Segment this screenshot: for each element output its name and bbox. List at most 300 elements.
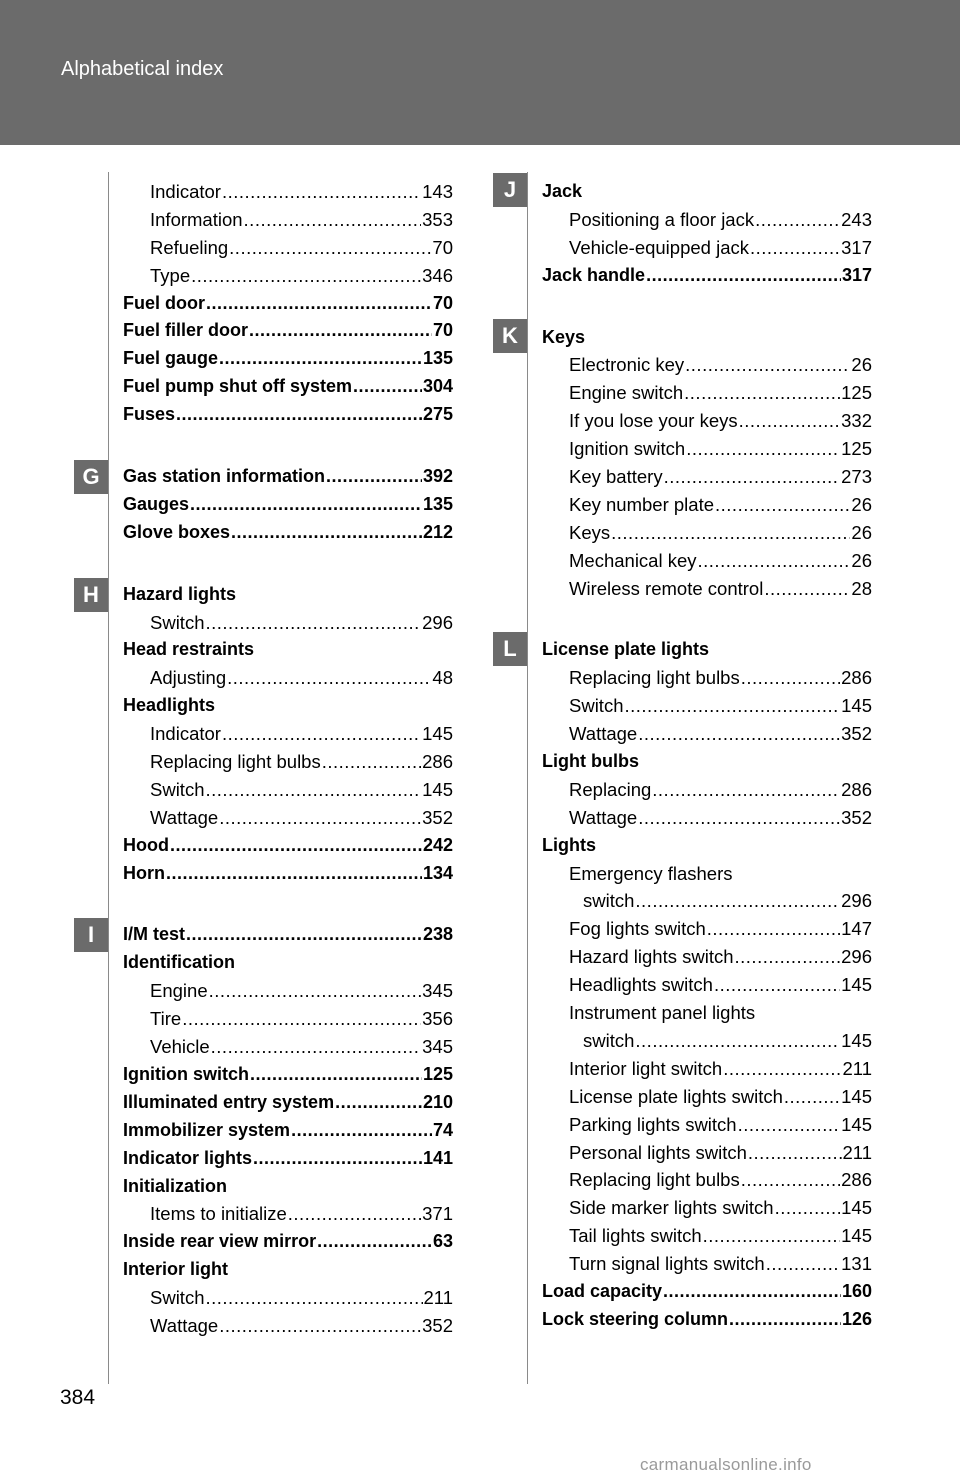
- dot-leader: [686, 435, 840, 463]
- dot-leader: [353, 373, 422, 401]
- index-entry-page: 211: [423, 1287, 453, 1309]
- dot-leader: [646, 262, 841, 290]
- section-letter-j: J: [493, 173, 527, 207]
- index-entry[interactable]: [542, 943, 872, 971]
- dot-leader: [211, 1033, 421, 1061]
- index-entry-label: Gauges: [123, 493, 190, 514]
- index-entry[interactable]: [542, 636, 872, 664]
- index-entry-label: Initialization: [123, 1175, 228, 1196]
- index-entry-label: Identification: [123, 952, 235, 973]
- dot-leader: [729, 1306, 841, 1334]
- index-entry-label: License plate lights switch: [569, 1085, 783, 1107]
- index-entry-label: Replacing light bulbs: [150, 751, 321, 773]
- index-entry-page: 296: [841, 946, 872, 968]
- index-entry[interactable]: [542, 575, 872, 603]
- index-entry-label: Vehicle-equipped jack: [569, 236, 749, 258]
- index-entry-page: 26: [851, 354, 872, 376]
- index-entry-label: Engine switch: [569, 382, 684, 404]
- watermark: carmanualsonline.info: [640, 1455, 812, 1474]
- dot-leader: [738, 1111, 841, 1139]
- index-entry-page: 371: [422, 1203, 453, 1225]
- index-entry-page: 346: [422, 264, 453, 286]
- index-entry-page: 145: [841, 1085, 872, 1107]
- dot-leader: [222, 178, 421, 206]
- dot-leader: [784, 1083, 840, 1111]
- index-entry-label: If you lose your keys: [569, 410, 738, 432]
- index-entry[interactable]: [542, 971, 872, 999]
- index-entry-page: 145: [841, 1113, 872, 1135]
- index-entry[interactable]: [123, 1117, 453, 1145]
- dot-leader: [741, 1166, 840, 1194]
- index-entry-label: Switch: [569, 695, 624, 717]
- index-entry[interactable]: [123, 1089, 453, 1117]
- dot-leader: [635, 1027, 840, 1055]
- dot-leader: [291, 1117, 432, 1145]
- index-entry-label: Vehicle: [150, 1036, 210, 1058]
- index-entry-page: 352: [422, 1314, 453, 1336]
- index-entry[interactable]: [123, 345, 453, 373]
- index-entry-label: Indicator lights: [123, 1147, 253, 1168]
- index-entry-label: Parking lights switch: [569, 1113, 737, 1135]
- dot-leader: [186, 921, 422, 949]
- dot-leader: [244, 206, 422, 234]
- index-entry-label: Wattage: [569, 806, 638, 828]
- dot-leader: [707, 915, 840, 943]
- index-entry-label: Illuminated entry system: [123, 1091, 335, 1112]
- dot-leader: [176, 401, 422, 429]
- index-entry-label: Wireless remote control: [569, 577, 764, 599]
- index-entry-page: 74: [432, 1119, 453, 1140]
- index-entry-page: 286: [841, 778, 872, 800]
- index-entry[interactable]: [542, 262, 872, 290]
- dot-leader: [253, 1145, 422, 1173]
- index-entry-label: Keys: [569, 521, 611, 543]
- index-entry-page: 143: [422, 181, 453, 202]
- index-entry[interactable]: [542, 407, 872, 435]
- dot-leader: [317, 1228, 432, 1256]
- index-entry-page: 317: [841, 264, 872, 285]
- index-entry-label: Fuel gauge: [123, 348, 219, 369]
- index-entry-label: Fuel door: [123, 292, 205, 313]
- index-entry-page: 28: [851, 577, 872, 599]
- index-entry-page: 210: [422, 1091, 453, 1112]
- dot-leader: [288, 1200, 421, 1228]
- index-entry-page: 356: [422, 1008, 453, 1030]
- index-entry-label: Head restraints: [123, 639, 255, 660]
- index-entry[interactable]: [542, 1083, 872, 1111]
- index-entry[interactable]: [123, 463, 453, 491]
- index-entry-label: Hazard lights: [123, 583, 237, 604]
- index-entry-page: 135: [422, 493, 453, 514]
- index-entry[interactable]: [542, 1194, 872, 1222]
- section-letter-g: G: [74, 460, 108, 494]
- index-entry-page: 392: [422, 466, 453, 487]
- index-entry-label: Fuel filler door: [123, 320, 249, 341]
- dot-leader: [766, 1250, 840, 1278]
- index-entry-label: Engine: [150, 980, 208, 1002]
- index-entry-page: 212: [422, 521, 453, 542]
- index-entry-label: switch: [583, 890, 635, 912]
- index-entry-label: Glove boxes: [123, 521, 231, 542]
- index-entry-page: 48: [432, 667, 453, 689]
- dot-leader: [249, 317, 432, 345]
- index-entry-label: Type: [150, 264, 191, 286]
- index-entry-label: Adjusting: [150, 667, 227, 689]
- index-entry[interactable]: [123, 1312, 453, 1340]
- index-entry[interactable]: [123, 491, 453, 519]
- section-gap: [123, 429, 453, 463]
- index-entry-page: 286: [422, 751, 453, 773]
- index-entry-label: Instrument panel lights: [569, 1002, 756, 1024]
- dot-leader: [685, 351, 850, 379]
- dot-leader: [219, 804, 421, 832]
- index-entry[interactable]: [542, 435, 872, 463]
- index-entry-page: 141: [422, 1147, 453, 1168]
- index-entry-page: 70: [432, 292, 453, 313]
- dot-leader: [206, 1284, 423, 1312]
- dot-leader: [638, 720, 840, 748]
- index-entry-page: 160: [841, 1280, 872, 1301]
- left-index-column: [123, 178, 453, 1340]
- index-entry-label: Horn: [123, 862, 165, 883]
- index-entry-page: 286: [841, 667, 872, 689]
- index-entry-label: Personal lights switch: [569, 1141, 747, 1163]
- index-entry-page: 238: [422, 924, 453, 945]
- dot-leader: [714, 971, 840, 999]
- dot-leader: [775, 1194, 841, 1222]
- index-entry-label: Replacing: [569, 778, 652, 800]
- right-index-column: [542, 178, 872, 1334]
- index-entry[interactable]: [542, 720, 872, 748]
- index-entry[interactable]: [123, 1228, 453, 1256]
- index-entry-label: Indicator: [150, 181, 221, 202]
- index-entry-page: 145: [841, 1197, 872, 1219]
- index-entry[interactable]: [542, 1166, 872, 1194]
- index-entry[interactable]: [542, 1222, 872, 1250]
- index-entry[interactable]: [123, 317, 453, 345]
- index-entry-page: 211: [842, 1141, 872, 1163]
- index-entry[interactable]: [542, 1027, 872, 1055]
- index-entry[interactable]: [123, 581, 453, 609]
- index-entry[interactable]: [123, 949, 453, 977]
- index-entry-label: Hood: [123, 834, 169, 855]
- index-entry[interactable]: [123, 748, 453, 776]
- index-entry[interactable]: [542, 804, 872, 832]
- dot-leader: [170, 832, 422, 860]
- index-entry[interactable]: [123, 1145, 453, 1173]
- index-entry-page: 317: [841, 236, 872, 258]
- index-entry-page: 145: [841, 695, 872, 717]
- dot-leader: [166, 860, 422, 888]
- index-entry[interactable]: [123, 1200, 453, 1228]
- index-entry-label: I/M test: [123, 924, 186, 945]
- index-entry-page: 353: [422, 208, 453, 230]
- dot-leader: [764, 575, 850, 603]
- section-letter-l: L: [493, 632, 527, 666]
- dot-leader: [191, 262, 421, 290]
- index-entry[interactable]: [542, 379, 872, 407]
- dot-leader: [229, 234, 431, 262]
- dot-leader: [190, 491, 422, 519]
- section-letter-h: H: [74, 578, 108, 612]
- index-entry-page: 273: [841, 466, 872, 488]
- index-entry-label: Refueling: [150, 236, 229, 258]
- dot-leader: [741, 664, 840, 692]
- index-entry[interactable]: [542, 1250, 872, 1278]
- section-gap: [542, 290, 872, 324]
- index-entry[interactable]: [123, 1284, 453, 1312]
- index-entry-label: Hazard lights switch: [569, 946, 734, 968]
- index-entry[interactable]: [123, 804, 453, 832]
- index-entry-page: 147: [841, 918, 872, 940]
- page-number: 384: [60, 1386, 96, 1409]
- index-entry-page: 70: [432, 320, 453, 341]
- index-entry[interactable]: [542, 887, 872, 915]
- index-entry-label: Lights: [542, 834, 596, 855]
- index-entry[interactable]: [542, 1139, 872, 1167]
- index-entry[interactable]: [123, 206, 453, 234]
- index-entry[interactable]: [542, 178, 872, 206]
- index-entry-page: 243: [841, 208, 872, 230]
- index-entry-page: 131: [841, 1253, 872, 1275]
- index-entry[interactable]: [542, 324, 872, 352]
- index-entry-label: Replacing light bulbs: [569, 1169, 740, 1191]
- index-entry-label: Wattage: [569, 723, 638, 745]
- index-entry-page: 145: [422, 778, 453, 800]
- index-entry-page: 296: [422, 611, 453, 633]
- index-entry-page: 345: [422, 980, 453, 1002]
- index-entry[interactable]: [123, 1005, 453, 1033]
- index-entry-page: 125: [841, 438, 872, 460]
- index-entry-label: Gas station information: [123, 466, 326, 487]
- section-gap: [123, 547, 453, 581]
- dot-leader: [750, 234, 840, 262]
- index-entry-label: Fuses: [123, 404, 176, 425]
- index-entry-page: 352: [841, 806, 872, 828]
- dot-leader: [206, 609, 422, 637]
- dot-leader: [735, 943, 841, 971]
- index-entry[interactable]: [542, 915, 872, 943]
- index-entry[interactable]: [542, 860, 872, 888]
- dot-leader: [663, 1278, 841, 1306]
- index-entry-page: 296: [841, 890, 872, 912]
- index-entry-label: Jack handle: [542, 264, 646, 285]
- section-gap: [542, 602, 872, 636]
- index-entry-label: Keys: [542, 326, 586, 347]
- index-entry[interactable]: [123, 1061, 453, 1089]
- section-letter-k: K: [493, 319, 527, 353]
- dot-leader: [219, 1312, 421, 1340]
- index-entry-page: 134: [422, 862, 453, 883]
- index-entry-page: 145: [841, 1029, 872, 1051]
- index-entry[interactable]: [123, 977, 453, 1005]
- dot-leader: [703, 1222, 840, 1250]
- index-entry-label: Interior light: [123, 1259, 228, 1280]
- index-entry-page: 70: [432, 236, 453, 258]
- index-entry-label: Emergency flashers: [569, 862, 733, 884]
- index-entry-label: Ignition switch: [569, 438, 686, 460]
- index-entry[interactable]: [542, 1306, 872, 1334]
- index-entry-page: 345: [422, 1036, 453, 1058]
- dot-leader: [748, 1139, 842, 1167]
- index-entry-label: License plate lights: [542, 639, 710, 660]
- index-entry-label: Ignition switch: [123, 1063, 249, 1084]
- index-entry-label: Key battery: [569, 466, 663, 488]
- index-entry-label: Light bulbs: [542, 751, 639, 772]
- index-entry-label: Information: [150, 208, 243, 230]
- index-entry[interactable]: [542, 547, 872, 575]
- index-entry[interactable]: [123, 609, 453, 637]
- index-entry-page: 135: [422, 348, 453, 369]
- dot-leader: [664, 463, 841, 491]
- index-entry-label: Headlights: [123, 695, 216, 716]
- index-entry[interactable]: [542, 1111, 872, 1139]
- index-entry[interactable]: [542, 999, 872, 1027]
- dot-leader: [625, 692, 841, 720]
- index-entry[interactable]: [123, 776, 453, 804]
- index-entry[interactable]: [123, 178, 453, 206]
- index-entry[interactable]: [542, 206, 872, 234]
- dot-leader: [638, 804, 840, 832]
- index-entry[interactable]: [542, 519, 872, 547]
- dot-leader: [335, 1089, 422, 1117]
- index-entry-page: 145: [841, 1225, 872, 1247]
- index-entry-label: Tire: [150, 1008, 182, 1030]
- index-entry-label: Interior light switch: [569, 1057, 723, 1079]
- section-gap: [123, 887, 453, 921]
- dot-leader: [206, 776, 422, 804]
- dot-leader: [250, 1061, 422, 1089]
- index-entry[interactable]: [542, 234, 872, 262]
- dot-leader: [326, 463, 422, 491]
- index-entry-label: Immobilizer system: [123, 1119, 291, 1140]
- right-column-rule: [527, 172, 528, 1384]
- index-entry[interactable]: [542, 491, 872, 519]
- dot-leader: [755, 206, 840, 234]
- index-entry-label: Items to initialize: [150, 1203, 287, 1225]
- index-entry-label: Turn signal lights switch: [569, 1253, 765, 1275]
- index-entry[interactable]: [123, 262, 453, 290]
- dot-leader: [222, 720, 421, 748]
- index-entry[interactable]: [123, 401, 453, 429]
- index-entry[interactable]: [123, 921, 453, 949]
- index-entry-label: Tail lights switch: [569, 1225, 702, 1247]
- index-entry-label: Switch: [150, 611, 205, 633]
- dot-leader: [715, 491, 850, 519]
- index-entry[interactable]: [123, 860, 453, 888]
- index-entry[interactable]: [542, 1278, 872, 1306]
- dot-leader: [739, 407, 840, 435]
- index-entry[interactable]: [542, 1055, 872, 1083]
- dot-leader: [182, 1005, 421, 1033]
- index-entry[interactable]: [123, 1173, 453, 1201]
- index-entry-label: Electronic key: [569, 354, 685, 376]
- index-entry-page: 26: [851, 549, 872, 571]
- dot-leader: [227, 664, 431, 692]
- dot-leader: [635, 887, 840, 915]
- index-entry[interactable]: [542, 664, 872, 692]
- index-entry[interactable]: [123, 519, 453, 547]
- section-letter-i: I: [74, 918, 108, 952]
- index-entry-page: 125: [422, 1063, 453, 1084]
- index-entry-label: Mechanical key: [569, 549, 697, 571]
- index-entry[interactable]: [123, 832, 453, 860]
- index-entry-page: 126: [841, 1308, 872, 1329]
- index-entry[interactable]: [123, 720, 453, 748]
- dot-leader: [723, 1055, 841, 1083]
- left-column-rule: [108, 172, 109, 1384]
- index-entry[interactable]: [123, 636, 453, 664]
- index-entry-page: 286: [841, 1169, 872, 1191]
- index-entry[interactable]: [542, 748, 872, 776]
- index-entry-page: 332: [841, 410, 872, 432]
- dot-leader: [611, 519, 850, 547]
- index-entry-page: 63: [432, 1231, 453, 1252]
- index-entry[interactable]: [123, 290, 453, 318]
- dot-leader: [209, 977, 422, 1005]
- header-title: Alphabetical index: [61, 58, 224, 80]
- index-entry-page: 211: [842, 1057, 872, 1079]
- index-entry-page: 242: [422, 834, 453, 855]
- index-entry-label: Load capacity: [542, 1280, 663, 1301]
- index-entry-page: 145: [422, 723, 453, 745]
- index-entry-label: Switch: [150, 778, 205, 800]
- dot-leader: [219, 345, 422, 373]
- index-entry[interactable]: [542, 692, 872, 720]
- index-entry-label: Replacing light bulbs: [569, 667, 740, 689]
- index-entry-label: Wattage: [150, 1314, 219, 1336]
- index-entry-page: 275: [422, 404, 453, 425]
- index-entry-label: Switch: [150, 1287, 205, 1309]
- dot-leader: [698, 547, 851, 575]
- index-entry-label: Inside rear view mirror: [123, 1231, 317, 1252]
- index-entry-label: Side marker lights switch: [569, 1197, 774, 1219]
- index-entry-page: 26: [851, 493, 872, 515]
- index-entry-page: 26: [851, 521, 872, 543]
- index-entry-page: 352: [841, 723, 872, 745]
- index-entry-page: 352: [422, 806, 453, 828]
- dot-leader: [684, 379, 840, 407]
- index-entry-label: Lock steering column: [542, 1308, 729, 1329]
- dot-leader: [231, 519, 422, 547]
- index-entry[interactable]: [542, 776, 872, 804]
- index-entry-page: 145: [841, 974, 872, 996]
- index-entry[interactable]: [123, 234, 453, 262]
- index-entry-label: Fuel pump shut off system: [123, 376, 353, 397]
- dot-leader: [206, 290, 432, 318]
- index-entry[interactable]: [542, 832, 872, 860]
- index-entry[interactable]: [542, 351, 872, 379]
- index-entry-label: Positioning a floor jack: [569, 208, 755, 230]
- index-entry[interactable]: [123, 1256, 453, 1284]
- dot-leader: [322, 748, 421, 776]
- index-entry[interactable]: [123, 692, 453, 720]
- index-entry-label: switch: [583, 1029, 635, 1051]
- index-entry-page: 304: [422, 376, 453, 397]
- index-entry-label: Key number plate: [569, 493, 715, 515]
- index-entry-label: Jack: [542, 181, 583, 201]
- index-entry[interactable]: [123, 373, 453, 401]
- index-entry[interactable]: [123, 664, 453, 692]
- index-entry-label: Fog lights switch: [569, 918, 706, 940]
- index-entry[interactable]: [542, 463, 872, 491]
- dot-leader: [652, 776, 840, 804]
- index-entry[interactable]: [123, 1033, 453, 1061]
- index-entry-page: 125: [841, 382, 872, 404]
- index-entry-label: Headlights switch: [569, 974, 713, 996]
- page-header: [0, 0, 960, 145]
- index-entry-label: Wattage: [150, 806, 219, 828]
